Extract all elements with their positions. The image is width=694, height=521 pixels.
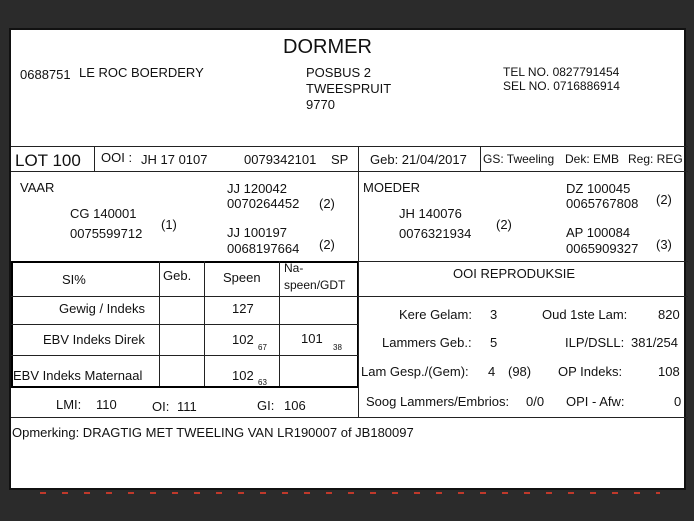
divider-pedigree-mid [358,171,359,261]
dek-status: Dek: EMB [565,152,620,166]
oud-label: Oud 1ste Lam: [542,307,628,322]
address-line-3: 9770 [306,97,335,112]
sire-id: CG 140001 [70,206,137,221]
op-indeks-value: 108 [658,364,680,379]
tel-number: TEL NO. 0827791454 [503,65,620,79]
ooi-sp: SP [331,152,349,167]
grandsire-2-ref: (2) [319,237,335,252]
lam-gesp-value: 4 [488,364,496,379]
si-row-3 [11,355,358,356]
vaar-label: VAAR [20,180,55,195]
si-row-label: EBV Indeks Maternaal [13,368,143,383]
si-row-2 [11,324,358,325]
gs-status: GS: Tweeling [483,152,555,166]
ilp-label: ILP/DSLL: [565,335,625,350]
si-row-label: EBV Indeks Direk [43,332,145,347]
lot-card [9,28,686,490]
owner-id: 0688751 [20,67,71,82]
sire-number: 0075599712 [70,226,143,241]
divider-lot-1 [94,146,95,171]
moeder-label: MOEDER [363,180,421,195]
lmi-value: 110 [96,397,117,412]
si-row-1 [11,296,358,297]
naspeen-header-2: speen/GDT [284,278,346,292]
soog-label: Soog Lammers/Embrios: [366,394,510,409]
ooi-number: 0079342101 [244,152,317,167]
divider-lot-top [11,146,688,147]
opi-value: 0 [674,394,682,409]
si-row-speen: 102 [232,332,254,347]
granddam-1-ref: (2) [656,192,672,207]
geb-header: Geb. [163,268,192,283]
grandsire-1-ref: (2) [319,196,335,211]
lam-gesp-label: Lam Gesp./(Gem): [361,364,469,379]
lammers-geb-label: Lammers Geb.: [382,335,472,350]
divider-lot-2 [358,146,359,171]
speen-header: Speen [223,270,261,285]
ooi-id: JH 17 0107 [141,152,208,167]
oi-label: OI: [152,399,170,414]
dam-ref: (2) [496,217,512,232]
granddam-2-id: AP 100084 [566,225,631,240]
si-row-label: Gewig / Indeks [59,301,145,316]
opi-label: OPI - Afw: [566,394,625,409]
soog-value: 0/0 [526,394,545,409]
divider-si-top [11,261,358,263]
divider-pedigree-top [11,171,688,172]
kere-gelam-value: 3 [490,307,498,322]
si-row-speen-sub: 67 [258,343,267,352]
sire-ref: (1) [161,217,177,232]
divider-repro-top [358,261,688,262]
divider-repro-bottom [358,417,688,418]
grandsire-2-number: 0068197664 [227,241,300,256]
remarks: Opmerking: DRAGTIG MET TWEELING VAN LR190007 of JB180097 [12,425,414,440]
grandsire-1-id: JJ 120042 [227,181,287,196]
si-header: SI% [62,272,86,287]
si-row-speen: 102 [232,368,254,383]
lammers-geb-value: 5 [490,335,498,350]
lmi-label: LMI: [56,397,82,412]
dam-id: JH 140076 [399,206,462,221]
ilp-value: 381/254 [631,335,678,350]
si-row-speen: 127 [232,301,254,316]
gi-label: GI: [257,398,275,413]
si-table-bottom [11,386,358,388]
oud-value: 820 [658,307,680,322]
red-marks [40,492,660,494]
divider-repro-header [358,296,688,297]
granddam-2-number: 0065909327 [566,241,639,256]
granddam-1-id: DZ 100045 [566,181,631,196]
op-indeks-label: OP Indeks: [558,364,623,379]
address-line-1: POSBUS 2 [306,65,372,80]
oi-value: 111 [177,399,197,414]
divider-lot-3 [480,146,481,171]
gi-value: 106 [284,398,306,413]
address-line-2: TWEESPRUIT [306,81,392,96]
lot-number: LOT 100 [15,151,81,170]
kere-gelam-label: Kere Gelam: [399,307,472,322]
si-row-speen-sub: 63 [258,378,267,387]
grandsire-2-id: JJ 100197 [227,225,287,240]
grandsire-1-number: 0070264452 [227,196,300,211]
si-row-naspeen-sub: 38 [333,343,342,352]
ooi-label: OOI : [101,150,133,165]
bottom-strip [0,490,694,521]
breed-title: DORMER [283,36,372,58]
owner-name: LE ROC BOERDERY [79,65,204,80]
sel-number: SEL NO. 0716886914 [503,79,620,93]
dam-number: 0076321934 [399,226,472,241]
ooi-reproduksie-title: OOI REPRODUKSIE [453,266,576,281]
birth-date: Geb: 21/04/2017 [370,152,467,167]
divider-indices-bottom [11,417,358,418]
lam-gem-value: (98) [508,364,532,379]
reg-status: Reg: REG [628,152,683,166]
granddam-1-number: 0065767808 [566,196,639,211]
naspeen-header-1: Na- [284,261,304,275]
si-row-naspeen: 101 [301,331,323,346]
divider-repro-left [358,261,359,417]
granddam-2-ref: (3) [656,237,672,252]
